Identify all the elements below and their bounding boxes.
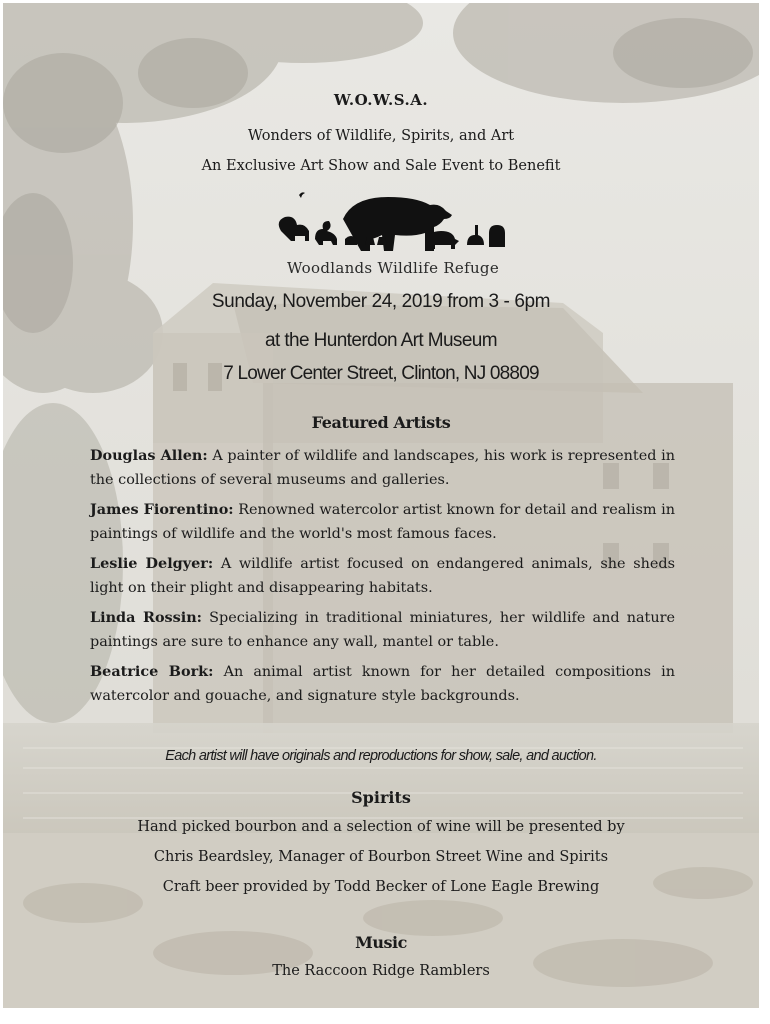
event-tagline: An Exclusive Art Show and Sale Event to Benefit bbox=[201, 158, 561, 174]
artist-name: Beatrice Bork: bbox=[90, 663, 214, 680]
flyer-page bbox=[3, 3, 759, 1008]
artist-entry bbox=[90, 552, 675, 600]
artist-name: Douglas Allen: bbox=[90, 447, 208, 464]
artist-bio: Specializing in traditional miniatures, her wildlife and nature paintings are sure to enhance any wall, mantel or table. bbox=[90, 610, 675, 650]
event-venue: at the Hunterdon Art Museum bbox=[265, 330, 497, 351]
spirits-line: Chris Beardsley, Manager of Bourbon Street Wine and Spirits bbox=[153, 849, 609, 865]
artists-note: Each artist will have originals and reproductions for show, sale, and auction. bbox=[165, 748, 597, 764]
event-date: Sunday, November 24, 2019 from 3 - 6pm bbox=[211, 291, 551, 312]
artist-bio: Renowned watercolor artist known for detail and realism in paintings of wildlife and the world's most famous faces. bbox=[90, 502, 675, 542]
event-address: 7 Lower Center Street, Clinton, NJ 08809 bbox=[223, 363, 539, 384]
artist-name: Leslie Delgyer: bbox=[90, 555, 214, 572]
artist-name: Linda Rossin: bbox=[90, 609, 202, 626]
artist-bio: A wildlife artist focused on endangered animals, she sheds light on their plight and disappearing habitats. bbox=[90, 556, 675, 596]
spirits-line: Craft beer provided by Todd Becker of Lone Eagle Brewing bbox=[162, 879, 600, 895]
artist-list bbox=[90, 444, 675, 714]
spirits-heading: Spirits bbox=[351, 788, 411, 807]
artist-name: James Fiorentino: bbox=[90, 501, 234, 518]
flyer-content bbox=[3, 3, 759, 1008]
band-name: The Raccoon Ridge Ramblers bbox=[272, 963, 490, 979]
music-heading: Music bbox=[355, 933, 407, 952]
artist-entry bbox=[90, 498, 675, 546]
artist-entry bbox=[90, 606, 675, 654]
artist-bio: An animal artist known for her detailed compositions in watercolor and gouache, and signature style backgrounds. bbox=[90, 664, 675, 704]
woodlands-wildlife-refuge-logo bbox=[273, 189, 513, 281]
spirits-line: Hand picked bourbon and a selection of wine will be presented by bbox=[137, 819, 625, 835]
artist-bio: A painter of wildlife and landscapes, his work is represented in the collections of several museums and galleries. bbox=[90, 448, 675, 488]
artist-entry bbox=[90, 444, 675, 492]
wildlife-silhouettes-icon bbox=[273, 189, 513, 259]
artist-entry bbox=[90, 660, 675, 708]
event-title: W.O.W.S.A. bbox=[333, 91, 429, 109]
featured-artists-heading: Featured Artists bbox=[311, 413, 451, 432]
event-subtitle: Wonders of Wildlife, Spirits, and Art bbox=[247, 128, 515, 144]
logo-text: Woodlands Wildlife Refuge bbox=[286, 259, 500, 277]
